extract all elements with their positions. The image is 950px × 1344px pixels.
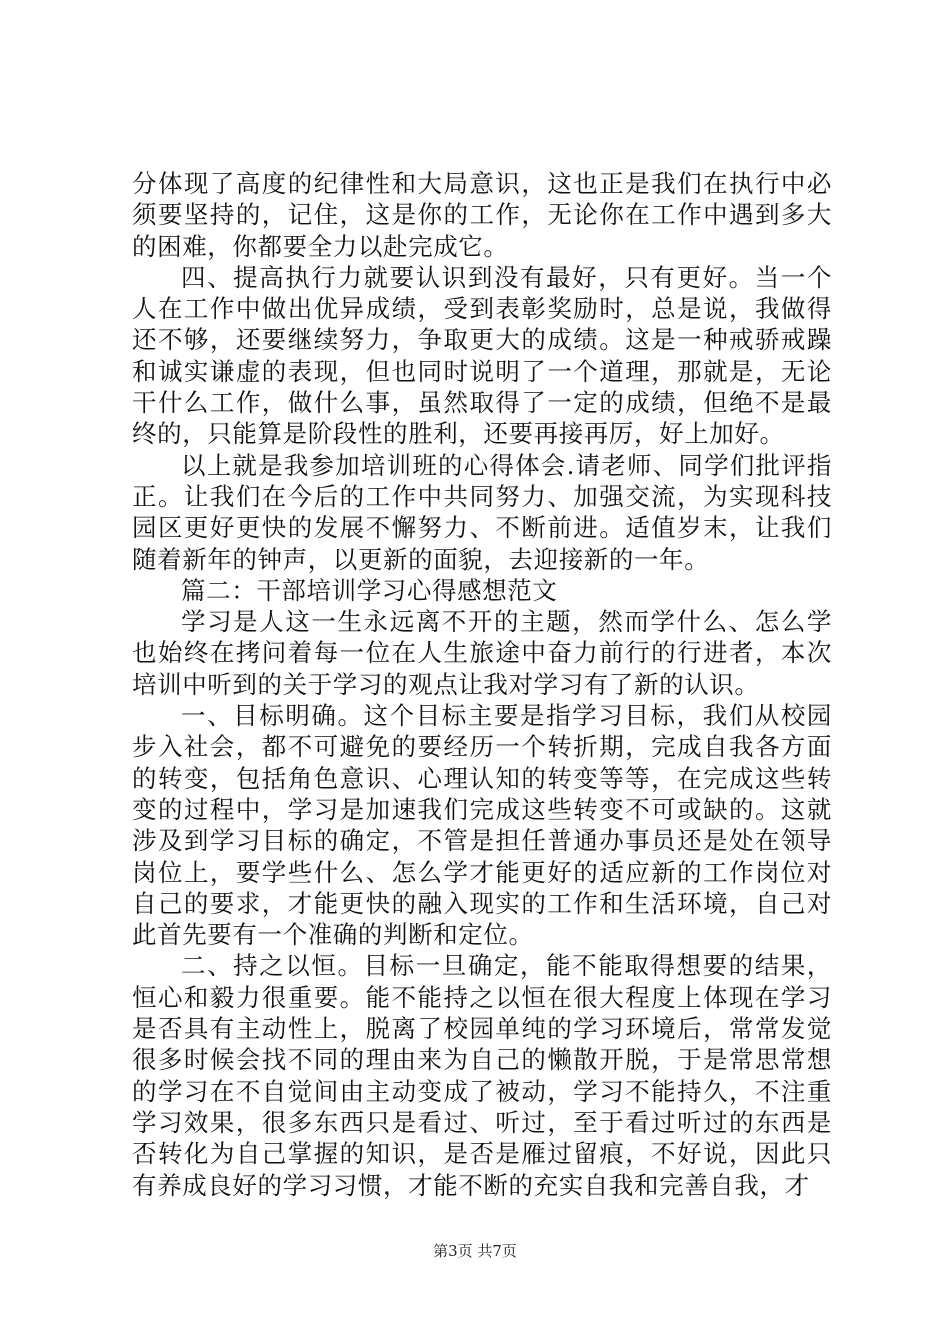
paragraph-learning-intro: 学习是人这一生永远离不开的主题，然而学什么、怎么学也始终在拷问着每一位在人生旅途中奋力前行的行进者，本次培训中听到的关于学习的观点让我对学习有了新的认识。	[132, 607, 832, 699]
paragraph-continuation: 分体现了高度的纪律性和大局意识，这也正是我们在执行中必须要坚持的，记住，这是你的工作，无论你在工作中遇到多大的困难，你都要全力以赴完成它。	[132, 169, 832, 261]
document-body	[132, 168, 832, 1201]
section-heading-part-two: 篇二：干部培训学习心得感想范文	[181, 575, 558, 605]
paragraph-execution-point-four: 四、提高执行力就要认识到没有最好，只有更好。当一个人在工作中做出优异成绩，受到表彰奖励时，总是说，我做得还不够，还要继续努力，争取更大的成绩。这是一种戒骄戒躁和诚实谦虚的表现，但也同时说明了一个道理，那就是，无论干什么工作，做什么事，虽然取得了一定的成绩，但绝不是最终的，只能算是阶段性的胜利，还要再接再厉，好上加好。	[132, 262, 832, 449]
paragraph-perseverance: 二、持之以恒。目标一旦确定，能不能取得想要的结果，恒心和毅力很重要。能不能持之以恒在很大程度上体现在学习是否具有主动性上，脱离了校园单纯的学习环境后，常常发觉很多时候会找不同的理由来为自己的懒散开脱，于是常思常想的学习在不自觉间由主动变成了被动，学习不能持久，不注重学习效果，很多东西只是看过、听过，至于看过听过的东西是否转化为自己掌握的知识，是否是雁过留痕，不好说，因此只有养成良好的学习习惯，才能不断的充实自我和完善自我，才	[132, 951, 832, 1200]
page-number-footer: 第3页 共7页	[433, 1242, 517, 1260]
paragraph-conclusion: 以上就是我参加培训班的心得体会.请老师、同学们批评指正。让我们在今后的工作中共同努力、加强交流，为实现科技园区更好更快的发展不懈努力、不断前进。适值岁末，让我们随着新年的钟声，以更新的面貌，去迎接新的一年。	[132, 450, 832, 574]
paragraph-clear-goals: 一、目标明确。这个目标主要是指学习目标，我们从校园步入社会，都不可避免的要经历一个转折期，完成自我各方面的转变，包括角色意识、心理认知的转变等等，在完成这些转变的过程中，学习是加速我们完成这些转变不可或缺的。这就涉及到学习目标的确定，不管是担任普通办事员还是处在领导岗位上，要学些什么、怎么学才能更好的适应新的工作岗位对自己的要求，才能更快的融入现实的工作和生活环境，自己对此首先要有一个准确的判断和定位。	[132, 701, 832, 950]
